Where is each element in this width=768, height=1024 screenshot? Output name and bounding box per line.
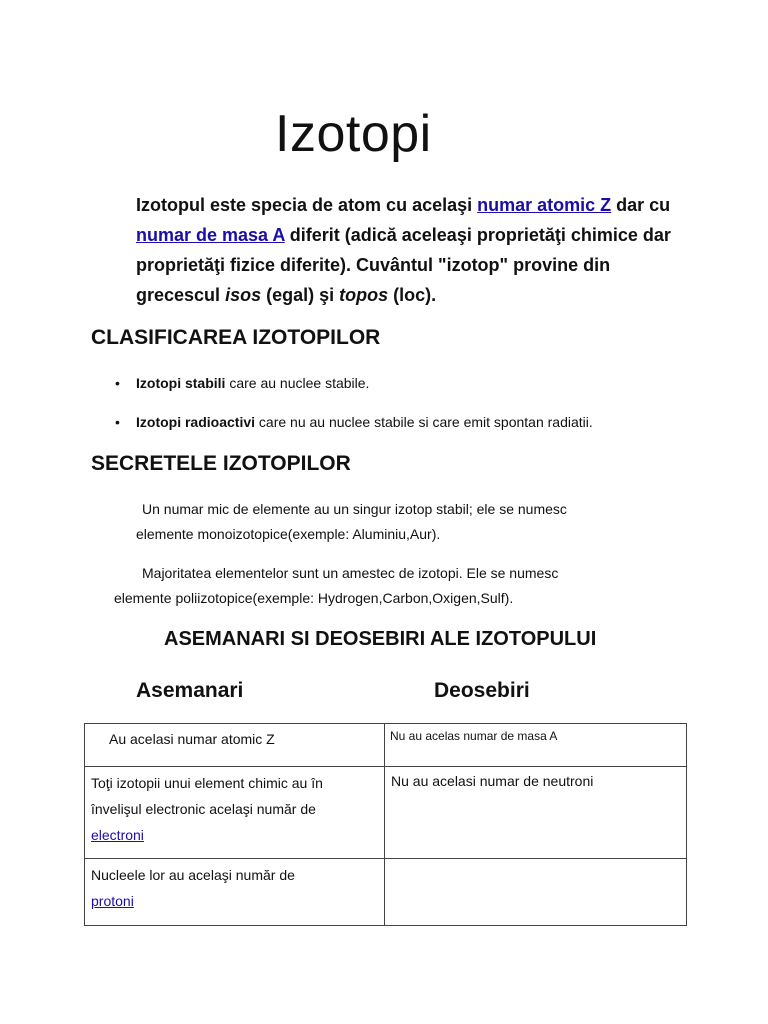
electrons-link[interactable]: electroni [91, 827, 144, 843]
difference-cell: Nu au acelas numar de masa A [385, 724, 687, 767]
secrets-paragraph-2-line-1: Majoritatea elementelor sunt un amestec de izotopi. Ele se numesc [142, 565, 559, 581]
cell-text: Nucleele lor au acelaşi număr de [91, 867, 295, 883]
comparison-heading: ASEMANARI SI DEOSEBIRI ALE IZOTOPULUI [164, 628, 597, 650]
table-row [85, 724, 687, 767]
intro-paragraph [136, 190, 696, 310]
secrets-heading: SECRETELE IZOTOPILOR [91, 452, 351, 475]
classification-heading: CLASIFICAREA IZOTOPILOR [91, 326, 381, 349]
mass-number-link[interactable]: numar de masa A [136, 225, 285, 245]
atomic-number-link[interactable]: numar atomic Z [477, 195, 612, 215]
difference-cell [385, 859, 687, 926]
cell-text: Toţi izotopii unui element chimic au în [91, 775, 323, 791]
intro-term-topos: topos [339, 285, 389, 305]
bullet-icon: • [115, 414, 120, 430]
similarity-cell: Au acelasi numar atomic Z [85, 724, 385, 767]
comparison-table [84, 723, 687, 926]
difference-cell: Nu au acelasi numar de neutroni [385, 767, 687, 859]
intro-text: Izotopul este specia de atom cu acelaşi [136, 195, 478, 215]
intro-term-isos: isos [225, 285, 262, 305]
table-row [85, 767, 687, 859]
protons-link[interactable]: protoni [91, 893, 134, 909]
secrets-paragraph-1-line-1: Un numar mic de elemente au un singur izotop stabil; ele se numesc [142, 501, 567, 517]
similarity-cell [85, 767, 385, 859]
intro-text: grecescul [136, 285, 226, 305]
cell-text: învelişul electronic acelaşi număr de [91, 801, 316, 817]
list-item-text: care au nuclee stabile. [225, 375, 370, 391]
bullet-icon: • [115, 375, 120, 391]
intro-text: (egal) şi [261, 285, 340, 305]
intro-text: diferit (adică aceleaşi proprietăţi chimice dar [284, 225, 671, 245]
page-title: Izotopi [275, 105, 432, 163]
table-row [85, 859, 687, 926]
secrets-paragraph-2-line-2: elemente poliizotopice(exemple: Hydrogen,Carbon,Oxigen,Sulf). [114, 590, 514, 606]
similarities-heading: Asemanari [136, 679, 244, 702]
intro-text: (loc). [388, 285, 437, 305]
list-item-term: Izotopi stabili [136, 375, 226, 391]
list-item-text: care nu au nuclee stabile si care emit spontan radiatii. [255, 414, 593, 430]
secrets-paragraph-1-line-2: elemente monoizotopice(exemple: Aluminiu,Aur). [136, 526, 441, 542]
intro-text: dar cu [611, 195, 671, 215]
intro-text: proprietăţi fizice diferite). Cuvântul "izotop" provine din [136, 255, 611, 275]
differences-heading: Deosebiri [434, 679, 530, 702]
list-item-term: Izotopi radioactivi [136, 414, 256, 430]
similarity-cell [85, 859, 385, 926]
